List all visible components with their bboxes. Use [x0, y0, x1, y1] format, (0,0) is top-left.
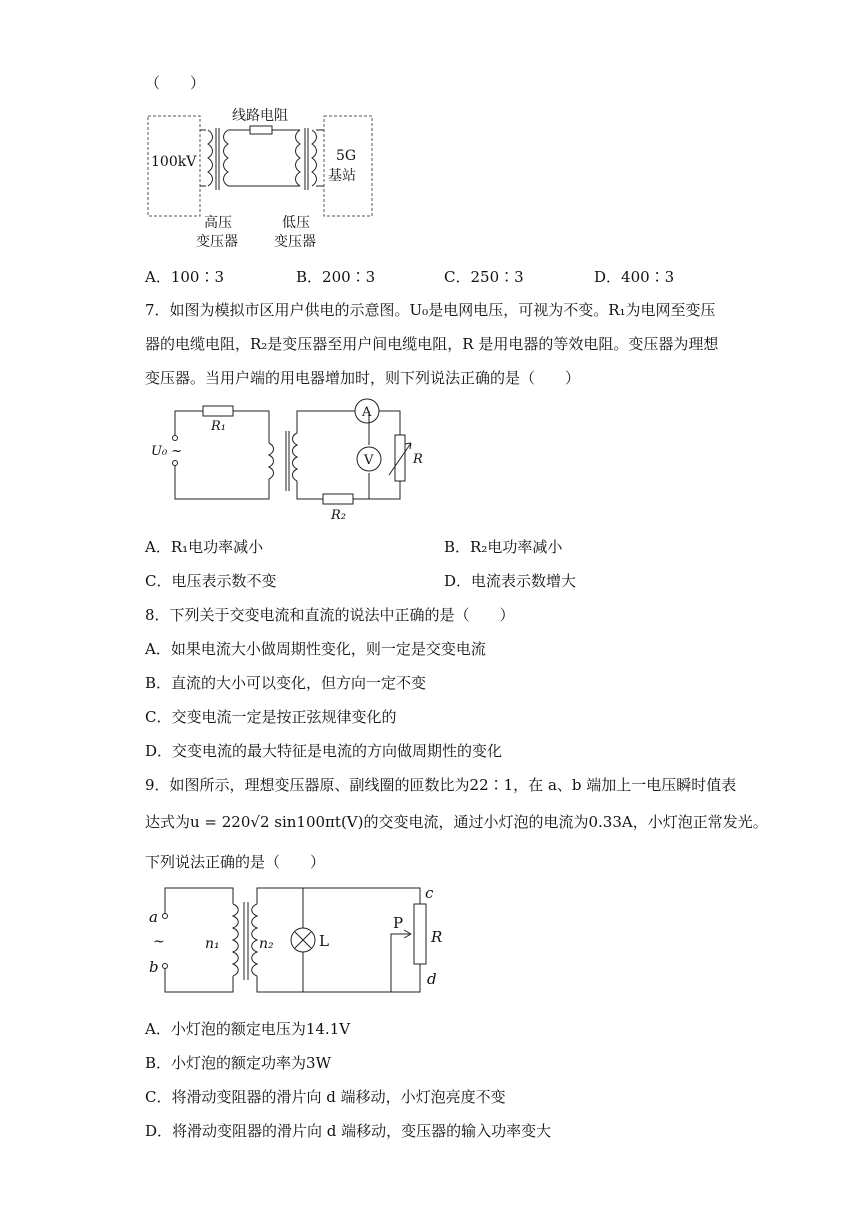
q7-option-c: C．电压表示数不变: [145, 572, 277, 590]
lv-label-2: 变压器: [274, 234, 316, 250]
q7-circuit: [145, 393, 445, 523]
line-resistor: [250, 126, 272, 134]
station-label-2: 基站: [328, 168, 356, 184]
hv-label-1: 高压: [204, 215, 232, 231]
q6-option-d: D．400∶3: [594, 268, 675, 286]
q7-stem-line1: 7．如图为模拟市区用户供电的示意图。U₀是电网电压，可视为不变。R₁为电网至变压: [145, 301, 716, 319]
q9-stem-line2: 达式为u = 220√2 sin100πt(V)的交变电流，通过小灯泡的电流为0.33A，小灯泡正常发光。: [145, 813, 768, 831]
q8-stem: 8．下列关于交变电流和直流的说法中正确的是（ ）: [145, 606, 515, 624]
q6-option-a: A．100∶3: [145, 268, 225, 286]
terminal-a: a: [149, 908, 158, 926]
r1-label: R₁: [211, 419, 226, 434]
u0-label: U₀ ~: [151, 444, 183, 459]
source-label: 100kV: [151, 154, 197, 170]
q8-option-a: A．如果电流大小做周期性变化，则一定是交变电流: [145, 640, 486, 658]
q8-option-d: D．交变电流的最大特征是电流的方向做周期性的变化: [145, 742, 503, 760]
r2-label: R₂: [331, 508, 346, 523]
q9-option-a: A．小灯泡的额定电压为14.1V: [145, 1020, 351, 1038]
rheostat: [414, 904, 426, 964]
r-label: R: [431, 928, 443, 946]
q7-option-d: D．电流表示数增大: [444, 572, 577, 590]
slider-p: [391, 930, 411, 992]
lv-label-1: 低压: [282, 215, 310, 231]
p-label: P: [393, 914, 404, 932]
hv-secondary-coil: [224, 130, 229, 186]
ac-symbol: ~: [153, 934, 165, 950]
station-box: [324, 116, 372, 216]
c-label: c: [425, 884, 434, 902]
ammeter-label: A: [362, 405, 372, 420]
q9-circuit: [145, 880, 455, 1000]
q9-option-b: B．小灯泡的额定功率为3W: [145, 1054, 331, 1072]
q6-option-c: C．250∶3: [444, 268, 524, 286]
primary-coil: [233, 904, 238, 976]
t-primary-coil: [269, 443, 274, 479]
lamp-label: L: [319, 932, 329, 950]
load-resistor: [395, 435, 405, 481]
t-secondary-coil: [293, 433, 298, 481]
hv-label-2: 变压器: [196, 234, 238, 250]
q7-option-b: B．R₂电功率减小: [444, 538, 563, 556]
q8-option-b: B．直流的大小可以变化，但方向一定不变: [145, 674, 427, 692]
n1-label: n₁: [205, 936, 220, 952]
secondary-coil: [252, 904, 257, 976]
q8-option-c: C．交变电流一定是按正弦规律变化的: [145, 708, 397, 726]
q6-option-b: B．200∶3: [296, 268, 376, 286]
lv-secondary-coil: [312, 130, 317, 186]
q7-stem-line3: 变压器。当用户端的用电器增加时，则下列说法正确的是（ ）: [145, 369, 581, 387]
n2-label: n₂: [259, 936, 274, 952]
q9-option-c: C．将滑动变阻器的滑片向 d 端移动，小灯泡亮度不变: [145, 1088, 506, 1106]
station-label-1: 5G: [336, 148, 357, 164]
q7-stem-line2: 器的电缆电阻，R₂是变压器至用户间电缆电阻，R 是用电器的等效电阻。变压器为理想: [145, 335, 719, 353]
r1-resistor: [203, 406, 233, 416]
load-label: R: [413, 452, 423, 467]
q6-paren: （ ）: [145, 74, 206, 92]
d-label: d: [427, 970, 437, 988]
q9-option-d: D．将滑动变阻器的滑片向 d 端移动，变压器的输入功率变大: [145, 1122, 552, 1140]
q7-option-a: A．R₁电功率减小: [145, 538, 264, 556]
voltmeter-label: V: [364, 453, 374, 468]
hv-primary-coil: [208, 130, 213, 186]
lv-primary-coil: [296, 130, 301, 186]
terminal-b: b: [149, 958, 159, 976]
q9-stem-line3: 下列说法正确的是（ ）: [145, 853, 326, 871]
q9-stem-line1: 9．如图所示，理想变压器原、副线圈的匝数比为22∶1，在 a、b 端加上一电压瞬时值表: [145, 776, 737, 794]
r2-resistor: [323, 494, 353, 504]
q6-figure: [140, 100, 380, 250]
line-res-label: 线路电阻: [232, 108, 288, 124]
